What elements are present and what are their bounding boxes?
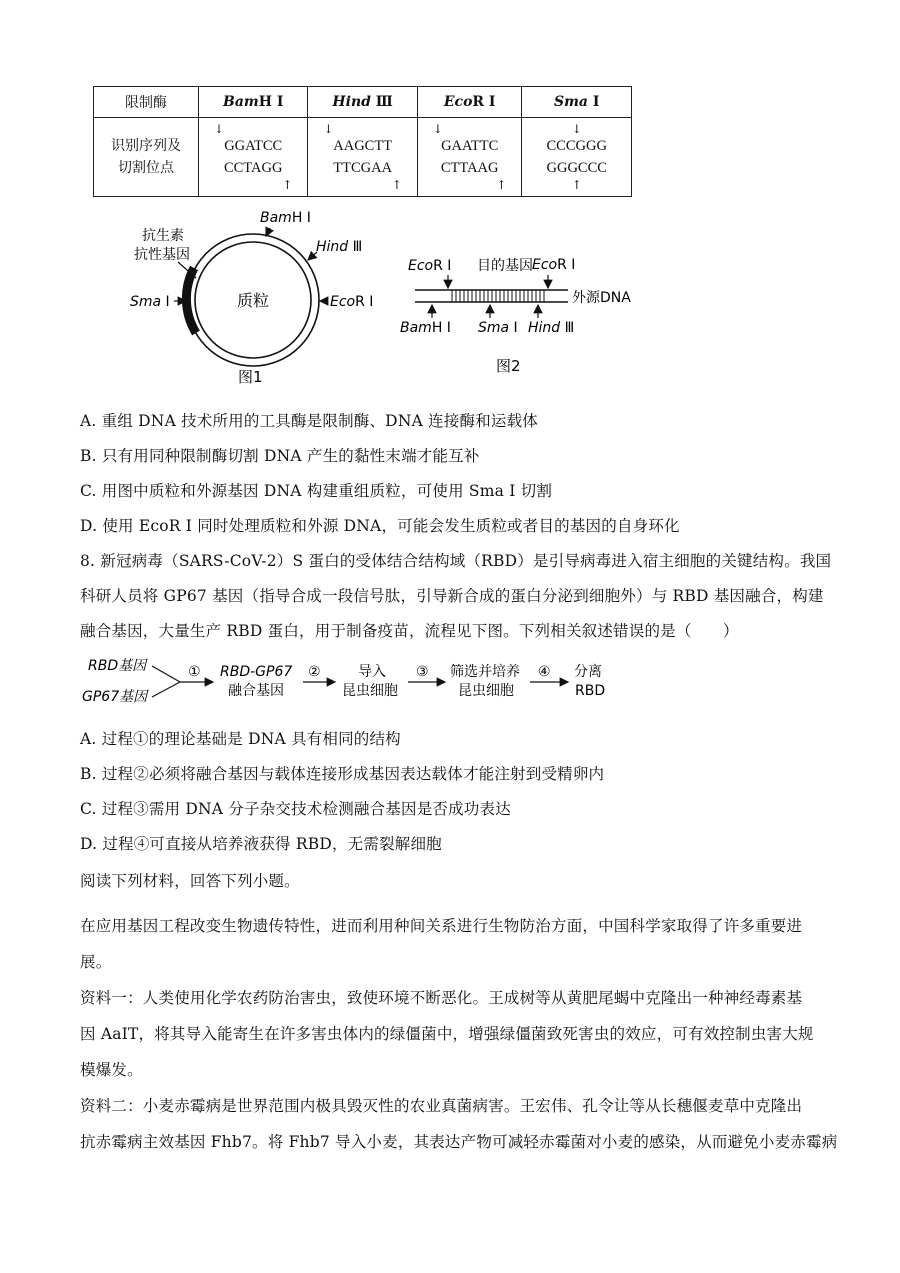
q7-option-b: B. 只有用同种限制酶切割 DNA 产生的黏性末端才能互补 (80, 447, 480, 465)
q8-option-b: B. 过程②必须将融合基因与载体连接形成基因表达载体才能注射到受精卵内 (80, 765, 605, 783)
flow-sep-line-2: RBD (575, 683, 606, 699)
q8-stem-line-1: 8. 新冠病毒（SARS-CoV-2）S 蛋白的受体结合结构域（RBD）是引导病毒进入宿主细胞的关键结构。我国 (80, 552, 832, 570)
fig1-sma1-label: Sma I (130, 294, 170, 310)
flow-merge-line-top (152, 666, 180, 682)
q7-option-c: C. 用图中质粒和外源基因 DNA 构建重组质粒，可使用 Sma I 切割 (80, 482, 553, 500)
enzyme-site-hind3: ↓ AAGCTT TTCGAA ↑ (308, 118, 418, 197)
reading-p1-line-2: 展。 (80, 953, 112, 971)
flow-import-line-1: 导入 (358, 664, 386, 680)
fig1-hind3-arrow (308, 252, 317, 260)
flow-step-3: ③ (416, 664, 429, 680)
q8-option-d: D. 过程④可直接从培养液获得 RBD，无需裂解细胞 (80, 835, 442, 853)
antibiotic-label-1: 抗生素 (142, 228, 184, 244)
q8-option-a: A. 过程①的理论基础是 DNA 具有相同的结构 (80, 730, 401, 748)
flow-import-line-2: 昆虫细胞 (342, 683, 398, 699)
fig2-ecor1-left-label: EcoR I (408, 258, 452, 274)
flow-fusion-line-2: 融合基因 (228, 683, 284, 699)
restriction-enzyme-table (93, 86, 632, 197)
flow-step-4: ④ (538, 664, 551, 680)
fig2-hind3-label: Hind Ⅲ (528, 320, 575, 336)
flow-gp67-gene: GP67基因 (82, 689, 148, 705)
table-row-label: 识别序列及 切割位点 (94, 118, 199, 197)
enzyme-site-ecor1: ↓ GAATTC CTTAAG ↑ (417, 118, 522, 197)
fig2-target-gene-label: 目的基因 (477, 258, 533, 274)
foreign-dna-figure (390, 250, 650, 380)
table-header-label: 限制酶 (94, 87, 199, 118)
fig1-ecor1-label: EcoR I (330, 294, 374, 310)
flow-screen-line-2: 昆虫细胞 (458, 683, 514, 699)
q8-option-c: C. 过程③需用 DNA 分子杂交技术检测融合基因是否成功表达 (80, 800, 511, 818)
enzyme-site-bamh1: ↓ GGATCC CCTAGG ↑ (199, 118, 308, 197)
enzyme-name-hind3: Hind Ⅲ (308, 87, 418, 118)
material2-line-2: 抗赤霉病主效基因 Fhb7。将 Fhb7 导入小麦，其表达产物可减轻赤霉菌对小麦的感染，从而避免小麦赤霉病 (80, 1133, 838, 1151)
q8-stem-line-2: 科研人员将 GP67 基因（指导合成一段信号肽，引导新合成的蛋白分泌到细胞外）与 RBD 基因融合，构建 (80, 587, 824, 605)
q8-flow-diagram (80, 652, 640, 710)
enzyme-name-bamh1: BamH I (199, 87, 308, 118)
fig1-caption: 图1 (238, 368, 263, 386)
plasmid-center-label: 质粒 (237, 291, 270, 310)
fig1-hind3-label: Hind Ⅲ (316, 239, 363, 255)
material1-line-3: 模爆发。 (80, 1061, 143, 1079)
fig1-bamh1-label: BamH I (260, 210, 311, 226)
flow-step-2: ② (308, 664, 321, 680)
reading-p1-line-1: 在应用基因工程改变生物遗传特性，进而利用种间关系进行生物防治方面，中国科学家取得了许多重要进 (80, 917, 803, 935)
flow-rbd-gene: RBD基因 (88, 658, 147, 674)
flow-step-1: ① (188, 664, 201, 680)
flow-merge-line-bottom (152, 682, 180, 697)
material1-line-1: 资料一：人类使用化学农药防治害虫，致使环境不断恶化。王成树等从黄肥尾蝎中克隆出一种神经毒素基 (80, 989, 803, 1007)
flow-fusion-line-1: RBD-GP67 (220, 664, 293, 680)
target-gene-hatch (452, 290, 544, 302)
fig1-bamh1-arrow (266, 228, 270, 236)
material2-line-1: 资料二：小麦赤霉病是世界范围内极具毁灭性的农业真菌病害。王宏伟、孔令让等从长穗偃麦草中克隆出 (80, 1097, 803, 1115)
antibiotic-label-2: 抗性基因 (134, 247, 190, 263)
foreign-dna-label: 外源DNA (572, 290, 631, 306)
plasmid-figure (120, 202, 380, 387)
reading-intro: 阅读下列材料，回答下列小题。 (80, 872, 300, 890)
fig2-ecor1-right-label: EcoR I (532, 257, 576, 273)
enzyme-site-sma1: ↓ CCCGGG GGGCCC ↑ (522, 118, 632, 197)
material1-line-2: 因 AaIT，将其导入能寄生在许多害虫体内的绿僵菌中，增强绿僵菌致死害虫的效应，可有效控制虫害大规 (80, 1025, 814, 1043)
fig2-caption: 图2 (496, 357, 521, 375)
fig2-sma1-label: Sma I (478, 320, 518, 336)
flow-sep-line-1: 分离 (574, 664, 602, 680)
q7-option-d: D. 使用 EcoR I 同时处理质粒和外源 DNA，可能会发生质粒或者目的基因的自身环化 (80, 517, 680, 535)
q8-stem-line-3: 融合基因，大量生产 RBD 蛋白，用于制备疫苗，流程见下图。下列相关叙述错误的是（ ） (80, 622, 739, 640)
flow-screen-line-1: 筛选并培养 (450, 664, 520, 680)
enzyme-name-sma1: Sma I (522, 87, 632, 118)
fig2-bamh1-label: BamH I (400, 320, 451, 336)
q7-option-a: A. 重组 DNA 技术所用的工具酶是限制酶、DNA 连接酶和运载体 (80, 412, 538, 430)
enzyme-name-ecor1: EcoR I (417, 87, 522, 118)
